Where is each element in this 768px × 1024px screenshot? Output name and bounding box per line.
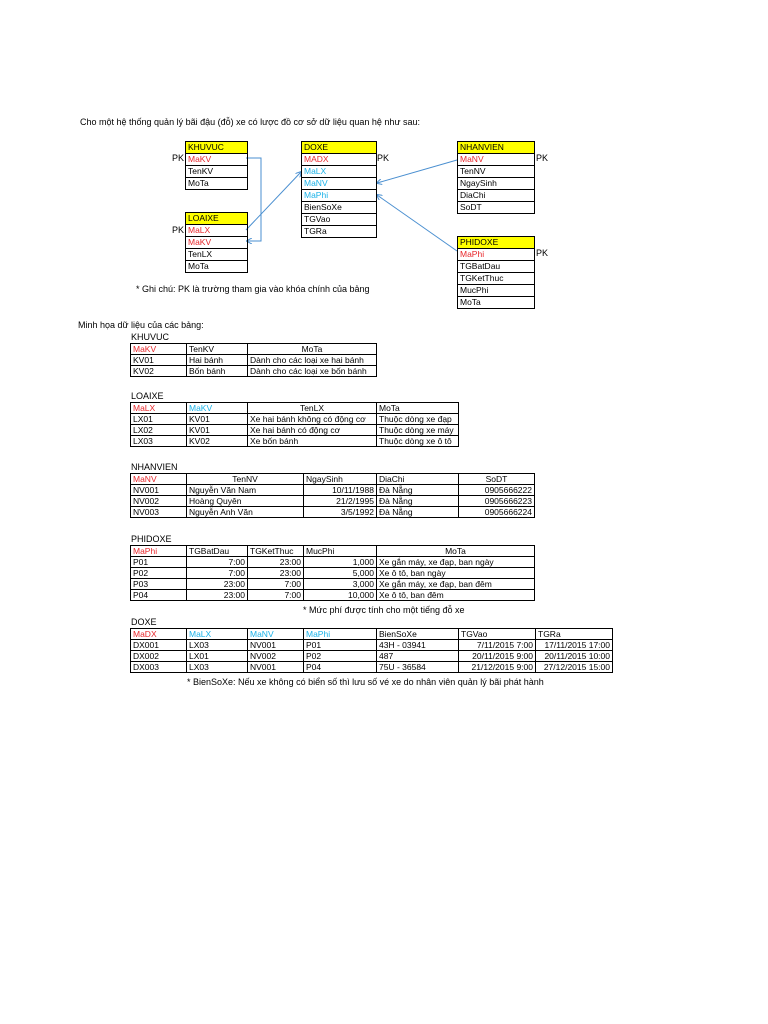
table-cell: 1,000 (304, 557, 377, 568)
header-cell: TGVao (459, 629, 536, 640)
table-cell: 0905666222 (459, 485, 535, 496)
header-cell: TenKV (187, 344, 248, 355)
table-cell: 17/11/2015 17:00 (536, 640, 613, 651)
table-cell: 23:00 (187, 590, 248, 601)
table-row (131, 662, 613, 673)
table-row (131, 590, 535, 601)
table-cell: P02 (131, 568, 187, 579)
table-title-nhanvien: NHANVIEN (131, 462, 178, 472)
header-cell: MaNV (248, 629, 304, 640)
header-cell: TenLX (248, 403, 377, 414)
table-cell: Xe gắn máy, xe đạp, ban ngày (377, 557, 535, 568)
table-cell: 21/2/1995 (304, 496, 377, 507)
table-title-loaixe: LOAIXE (131, 391, 164, 401)
entity-field: MaNV (458, 154, 534, 166)
intro-text: Cho một hệ thống quản lý bãi đậu (đỗ) xe có lược đồ cơ sở dữ liệu quan hệ như sau: (80, 117, 420, 127)
table-row (131, 651, 613, 662)
entity-field: TGRa (304, 226, 327, 236)
table-cell: NV001 (131, 485, 187, 496)
table-cell: DX002 (131, 651, 187, 662)
entity-field: MoTa (460, 297, 481, 307)
table-row (131, 414, 459, 425)
table-cell: 10,000 (304, 590, 377, 601)
table-cell: NV002 (131, 496, 187, 507)
table-cell: Bốn bánh (187, 366, 248, 377)
table-cell: P02 (304, 651, 377, 662)
table-cell: Thuộc dòng xe máy (377, 425, 459, 436)
header-cell: MaNV (131, 474, 187, 485)
entity-field: MaPhi (458, 249, 534, 261)
entity-field: MaLX (302, 166, 376, 178)
pk-label-phidoxe: PK (536, 248, 549, 258)
table-cell: 0905666224 (459, 507, 535, 518)
table-cell: 487 (377, 651, 459, 662)
table-row (131, 436, 459, 447)
entity-doxe (301, 141, 377, 238)
table-cell: P03 (131, 579, 187, 590)
table-cell: Xe bốn bánh (248, 436, 377, 447)
header-cell: NgaySinh (304, 474, 377, 485)
table-cell: LX03 (131, 436, 187, 447)
table-header-row (131, 344, 377, 355)
table-cell: P01 (131, 557, 187, 568)
table-cell: 7:00 (187, 568, 248, 579)
header-cell: TGRa (536, 629, 613, 640)
entity-khuvuc (185, 141, 248, 190)
table-cell: Xe gắn máy, xe đạp, ban đêm (377, 579, 535, 590)
entity-loaixe (185, 212, 248, 273)
table-loaixe (130, 402, 459, 447)
table-cell: Nguyễn Anh Văn (187, 507, 304, 518)
table-row (131, 366, 377, 377)
pk-label-khuvuc: PK (172, 153, 185, 163)
table-cell: Xe hai bánh không có động cơ (248, 414, 377, 425)
header-cell: TenNV (187, 474, 304, 485)
table-cell: Hai bánh (187, 355, 248, 366)
table-cell: 10/11/1988 (304, 485, 377, 496)
header-cell: DiaChi (377, 474, 459, 485)
table-cell: Đà Nẵng (377, 485, 459, 496)
entity-field: MucPhi (458, 285, 534, 297)
table-row (131, 425, 459, 436)
table-header-row (131, 474, 535, 485)
sample-data-title: Minh họa dữ liệu của các bảng: (78, 320, 204, 330)
table-cell: 0905666223 (459, 496, 535, 507)
entity-title: NHANVIEN (458, 142, 534, 154)
table-cell: KV01 (187, 414, 248, 425)
pk-label-nhanvien: PK (536, 153, 549, 163)
table-cell: P04 (304, 662, 377, 673)
header-cell: MaKV (187, 403, 248, 414)
table-cell: 27/12/2015 15:00 (536, 662, 613, 673)
header-cell: TGKetThuc (248, 546, 304, 557)
entity-title: DOXE (302, 142, 376, 154)
entity-field: BienSoXe (302, 202, 376, 214)
pk-label-doxe: PK (377, 153, 390, 163)
pk-label-loaixe: PK (172, 225, 185, 235)
header-cell: MaPhi (131, 546, 187, 557)
table-cell: Xe hai bánh có động cơ (248, 425, 377, 436)
table-cell: 23:00 (248, 557, 304, 568)
table-cell: Thuộc dòng xe ô tô (377, 436, 459, 447)
header-cell: MaKV (131, 344, 187, 355)
table-cell: Dành cho các loại xe hai bánh (248, 355, 377, 366)
table-cell: NV002 (248, 651, 304, 662)
entity-field: SoDT (460, 202, 482, 212)
header-cell: MoTa (377, 546, 535, 557)
entity-field: MaNV (302, 178, 376, 190)
table-row (131, 485, 535, 496)
table-cell: 5,000 (304, 568, 377, 579)
table-cell: P04 (131, 590, 187, 601)
table-nhanvien (130, 473, 535, 518)
arrow-loaixe-doxe (246, 172, 301, 230)
entity-title: PHIDOXE (458, 237, 534, 249)
table-cell: Hoàng Quyên (187, 496, 304, 507)
table-cell: 3,000 (304, 579, 377, 590)
header-cell: TGBatDau (187, 546, 248, 557)
entity-title: LOAIXE (186, 213, 247, 225)
header-cell: MucPhi (304, 546, 377, 557)
entity-field: TenLX (186, 249, 247, 261)
table-cell: NV001 (248, 662, 304, 673)
table-cell: 23:00 (248, 568, 304, 579)
table-cell: KV02 (131, 366, 187, 377)
entity-field: TenKV (186, 166, 247, 178)
table-row (131, 640, 613, 651)
table-header-row (131, 629, 613, 640)
arrow-nhanvien-doxe (377, 160, 457, 183)
table-cell: 7:00 (187, 557, 248, 568)
table-cell: DX003 (131, 662, 187, 673)
table-title-phidoxe: PHIDOXE (131, 534, 172, 544)
table-cell: LX01 (131, 414, 187, 425)
table-cell: KV02 (187, 436, 248, 447)
table-cell: 7:00 (248, 579, 304, 590)
table-title-khuvuc: KHUVUC (131, 332, 170, 342)
entity-field: MaPhi (302, 190, 376, 202)
entity-field: NgaySinh (458, 178, 534, 190)
pk-note: * Ghi chú: PK là trường tham gia vào khóa chính của bảng (136, 284, 370, 294)
doxe-note: * BienSoXe: Nếu xe không có biển số thì lưu số vé xe do nhân viên quản lý bãi phát hành (187, 677, 544, 687)
table-cell: 23:00 (187, 579, 248, 590)
table-cell: Nguyễn Văn Nam (187, 485, 304, 496)
table-row (131, 579, 535, 590)
header-cell: MoTa (248, 344, 377, 355)
entity-field: TGVao (302, 214, 376, 226)
table-cell: Đà Nẵng (377, 507, 459, 518)
table-cell: LX01 (187, 651, 248, 662)
header-cell: MaDX (131, 629, 187, 640)
table-cell: 75U - 36584 (377, 662, 459, 673)
entity-field: MADX (302, 154, 376, 166)
table-header-row (131, 403, 459, 414)
entity-field: MoTa (188, 261, 209, 271)
table-header-row (131, 546, 535, 557)
table-cell: P01 (304, 640, 377, 651)
header-cell: BienSoXe (377, 629, 459, 640)
table-row (131, 496, 535, 507)
arrow-phidoxe-doxe (377, 195, 457, 251)
table-row (131, 507, 535, 518)
table-cell: KV01 (187, 425, 248, 436)
table-cell: 3/5/1992 (304, 507, 377, 518)
table-cell: Dành cho các loại xe bốn bánh (248, 366, 377, 377)
header-cell: MaLX (131, 403, 187, 414)
entity-field: MaKV (186, 237, 247, 249)
entity-title: KHUVUC (186, 142, 247, 154)
table-row (131, 568, 535, 579)
entity-phidoxe (457, 236, 535, 309)
table-cell: 20/11/2015 9:00 (459, 651, 536, 662)
table-cell: Đà Nẵng (377, 496, 459, 507)
entity-field: TGBatDau (458, 261, 534, 273)
entity-field: MaKV (186, 154, 247, 166)
table-cell: Thuộc dòng xe đạp (377, 414, 459, 425)
entity-field: TGKetThuc (458, 273, 534, 285)
table-cell: DX001 (131, 640, 187, 651)
table-cell: LX02 (131, 425, 187, 436)
table-doxe (130, 628, 613, 673)
entity-field: TenNV (458, 166, 534, 178)
table-cell: LX03 (187, 640, 248, 651)
header-cell: MaPhi (304, 629, 377, 640)
arrow-khuvuc-loaixe (246, 158, 261, 241)
table-title-doxe: DOXE (131, 617, 157, 627)
table-khuvuc (130, 343, 377, 377)
table-row (131, 557, 535, 568)
table-cell: 20/11/2015 10:00 (536, 651, 613, 662)
header-cell: SoDT (459, 474, 535, 485)
table-cell: 7:00 (248, 590, 304, 601)
entity-field: MoTa (188, 178, 209, 188)
table-cell: LX03 (187, 662, 248, 673)
table-cell: 7/11/2015 7:00 (459, 640, 536, 651)
header-cell: MaLX (187, 629, 248, 640)
entity-field: DiaChi (458, 190, 534, 202)
phidoxe-note: * Mức phí được tính cho một tiếng đỗ xe (303, 605, 465, 615)
entity-nhanvien (457, 141, 535, 214)
table-phidoxe (130, 545, 535, 601)
table-cell: Xe ô tô, ban ngày (377, 568, 535, 579)
table-cell: NV001 (248, 640, 304, 651)
table-row (131, 355, 377, 366)
entity-field: MaLX (186, 225, 247, 237)
table-cell: 43H - 03941 (377, 640, 459, 651)
header-cell: MoTa (377, 403, 459, 414)
table-cell: Xe ô tô, ban đêm (377, 590, 535, 601)
table-cell: KV01 (131, 355, 187, 366)
table-cell: NV003 (131, 507, 187, 518)
table-cell: 21/12/2015 9:00 (459, 662, 536, 673)
